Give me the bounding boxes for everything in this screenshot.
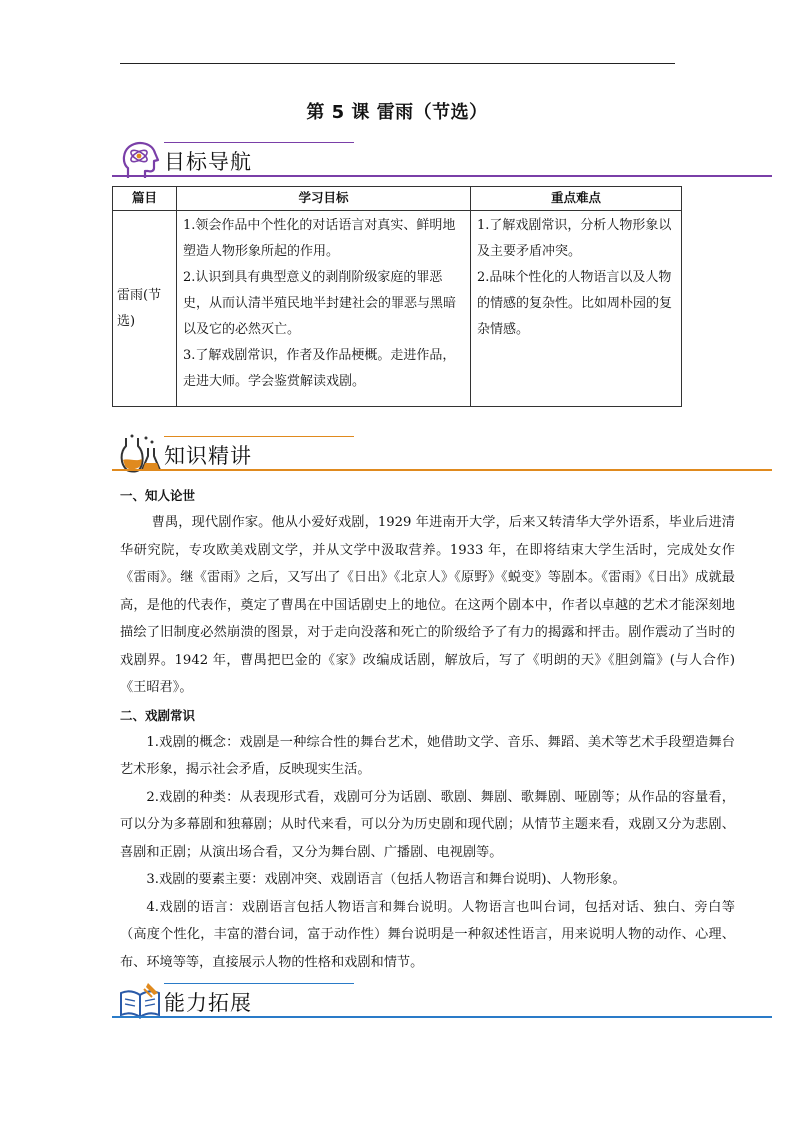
subsection-heading: 二、戏剧常识 xyxy=(120,707,196,723)
knowledge-content xyxy=(120,482,735,976)
header-rule xyxy=(120,63,675,64)
section-knowledge-header xyxy=(112,432,772,482)
body-paragraph: 3.戏剧的要素主要：戏剧冲突、戏剧语言（包括人物语言和舞台说明)、人物形象。 xyxy=(146,872,626,887)
table-cell-key-points xyxy=(471,211,682,407)
goal-item: 3.了解戏剧常识，作者及作品梗概。走进作品，走进大师。学会鉴赏解读戏剧。 xyxy=(183,348,456,389)
table-header-cell: 篇目 xyxy=(113,187,177,211)
table-header-row xyxy=(113,187,682,211)
section-goal-header xyxy=(112,138,772,188)
key-point-item: 1.了解戏剧常识，分析人物形象以及主要矛盾冲突。 xyxy=(477,218,672,259)
table-row xyxy=(113,211,682,407)
section-decoration-line xyxy=(164,142,354,143)
table-header-cell: 学习目标 xyxy=(177,187,471,211)
section-title: 知识精讲 xyxy=(164,444,252,468)
section-decoration-line xyxy=(164,436,354,437)
key-point-item: 2.品味个性化的人物语言以及人物的情感的复杂性。比如周朴园的复杂情感。 xyxy=(477,270,673,337)
lesson-title: 第 5 课 雷雨（节选） xyxy=(306,102,488,123)
section-title: 能力拓展 xyxy=(164,991,252,1015)
section-decoration-line xyxy=(164,983,354,984)
body-paragraph: 曹禺，现代剧作家。他从小爱好戏剧，1929 年进南开大学，后来又转清华大学外语系，毕业后进清华研究院，专攻欧美戏剧文学，并从文学中汲取营养。1933 年，在即将结束大学生活时，完成处女作《雷雨》。继《雷雨》之后，又写出了《日出》《北京人》《原野》《蜕变》等剧本。《雷雨》《日出》成就最高，是他的代表作，奠定了曹禺在中国话剧史上的地位。在这两个剧本中，作者以卓越的艺术才能深刻地描绘了旧制度必然崩溃的图景，对于走向没落和死亡的阶级给予了有力的揭露和抨击。剧作震动了当时的戏剧界。1942 年，曹禺把巴金的《家》改编成话剧，解放后，写了《明朗的天》《胆剑篇》(与人合作)《王昭君》。 xyxy=(120,515,735,695)
section-underline xyxy=(112,175,772,177)
table-cell-title: 雷雨(节选) xyxy=(113,211,177,407)
table-cell-goals xyxy=(177,211,471,407)
brain-atom-icon xyxy=(118,138,164,184)
body-paragraph: 2.戏剧的种类：从表现形式看，戏剧可分为话剧、歌剧、舞剧、歌舞剧、哑剧等；从作品的容量看，可以分为多幕剧和独幕剧；从时代来看，可以分为历史剧和现代剧；从情节主题来看，戏剧又分为悲剧、喜剧和正剧；从演出场合看，又分为舞台剧、广播剧、电视剧等。 xyxy=(120,789,735,860)
section-underline xyxy=(112,1016,772,1018)
goals-table xyxy=(112,186,682,407)
section-underline xyxy=(112,469,772,471)
lab-flask-icon xyxy=(118,432,164,478)
section-title: 目标导航 xyxy=(164,150,252,174)
body-paragraph: 1.戏剧的概念：戏剧是一种综合性的舞台艺术，她借助文学、音乐、舞蹈、美术等艺术手段塑造舞台艺术形象，揭示社会矛盾，反映现实生活。 xyxy=(120,734,735,777)
subsection-heading: 一、知人论世 xyxy=(120,488,196,503)
body-paragraph: 4.戏剧的语言：戏剧语言包括人物语言和舞台说明。人物语言也叫台词，包括对话、独白、旁白等（高度个性化，丰富的潜台词，富于动作性）舞台说明是一种叙述性语言，用来说明人物的动作、心理、布、环境等等，直接展示人物的性格和戏剧和情节。 xyxy=(120,899,735,970)
open-book-icon xyxy=(118,979,164,1025)
goal-item: 1.领会作品中个性化的对话语言对真实、鲜明地塑造人物形象所起的作用。 xyxy=(183,218,456,259)
table-header-cell: 重点难点 xyxy=(471,187,682,211)
goal-item: 2.认识到具有典型意义的剥削阶级家庭的罪恶史，从而认清半殖民地半封建社会的罪恶与黑暗以及它的必然灭亡。 xyxy=(183,270,457,337)
section-ability-header xyxy=(112,979,772,1029)
